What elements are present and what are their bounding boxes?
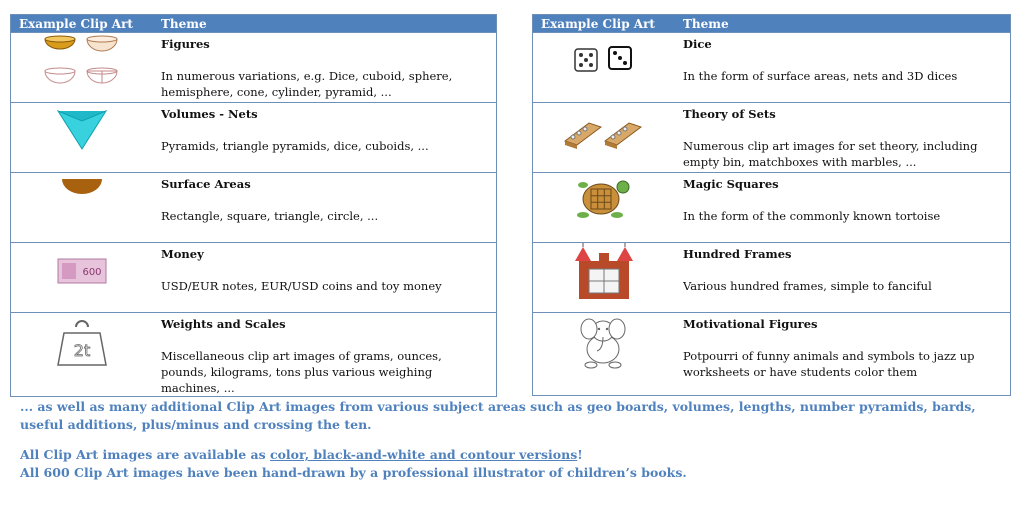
theme-description: In the form of the commonly known tortoise [683,209,941,223]
tortoise-icon [569,173,639,223]
footer-versions-note [20,446,1010,464]
clip-art-table-left [10,14,497,397]
table-row [533,313,1011,396]
header-theme: Theme [153,15,497,33]
dice-icon [569,33,639,83]
table-row [11,173,497,243]
weight-value: 2t [73,341,91,360]
elephant-icon [569,313,639,373]
theme-description: Various hundred frames, simple to fanciful [683,279,932,293]
table-row [533,173,1011,243]
theme-description: Miscellaneous clip art images of grams, ounces, pounds, kilograms, tons plus various weighing machines, ... [161,349,442,395]
theme-title: Surface Areas [161,177,251,191]
theme-title: Figures [161,37,210,51]
footer-versions-prefix: All Clip Art images are available as [20,447,270,462]
theme-title: Money [161,247,204,261]
table-row [11,33,497,103]
weight-icon [52,313,112,373]
footer-versions-suffix: ! [577,447,583,462]
theme-title: Volumes - Nets [161,107,258,121]
theme-description: In the form of surface areas, nets and 3D dices [683,69,958,83]
clip-art-table-right [532,14,1011,396]
table-row [533,33,1011,103]
matchbox-icon [559,103,649,153]
header-example-clip-art: Example Clip Art [11,15,154,33]
theme-description: Pyramids, triangle pyramids, dice, cuboids, ... [161,139,429,153]
table-row [11,313,497,397]
hemispheres-icon [37,33,127,93]
footer-illustrator-note: All 600 Clip Art images have been hand-drawn by a professional illustrator of children’s books. [20,465,687,480]
theme-title: Weights and Scales [161,317,286,331]
theme-description: In numerous variations, e.g. Dice, cuboid, sphere, hemisphere, cone, cylinder, pyramid, ... [161,69,453,99]
theme-title: Theory of Sets [683,107,776,121]
header-example-clip-art: Example Clip Art [533,15,676,33]
theme-title: Dice [683,37,712,51]
table-row [533,103,1011,173]
half-circle-icon [52,173,112,203]
table-row [533,243,1011,313]
castle-icon [569,243,639,303]
theme-description: Rectangle, square, triangle, circle, ... [161,209,379,223]
footer-additional-note: ... as well as many additional Clip Art images from various subject areas such as geo boards, volumes, lengths, number pyramids, bards, useful additions, plus/minus and crossing the ten. [20,399,976,432]
theme-description: Numerous clip art images for set theory, including empty bin, matchboxes with marbles, ... [683,139,978,169]
versions-link[interactable]: color, black-and-white and contour versions [269,447,578,462]
banknote-value: 600 [82,267,102,278]
banknote-icon [52,243,112,293]
theme-title: Motivational Figures [683,317,818,331]
theme-title: Magic Squares [683,177,779,191]
theme-description: Potpourri of funny animals and symbols to jazz up worksheets or have students color them [683,349,975,379]
theme-title: Hundred Frames [683,247,792,261]
header-theme: Theme [675,15,1011,33]
table-row [11,103,497,173]
table-row [11,243,497,313]
theme-description: USD/EUR notes, EUR/USD coins and toy money [161,279,442,293]
triangle-net-icon [52,103,112,153]
